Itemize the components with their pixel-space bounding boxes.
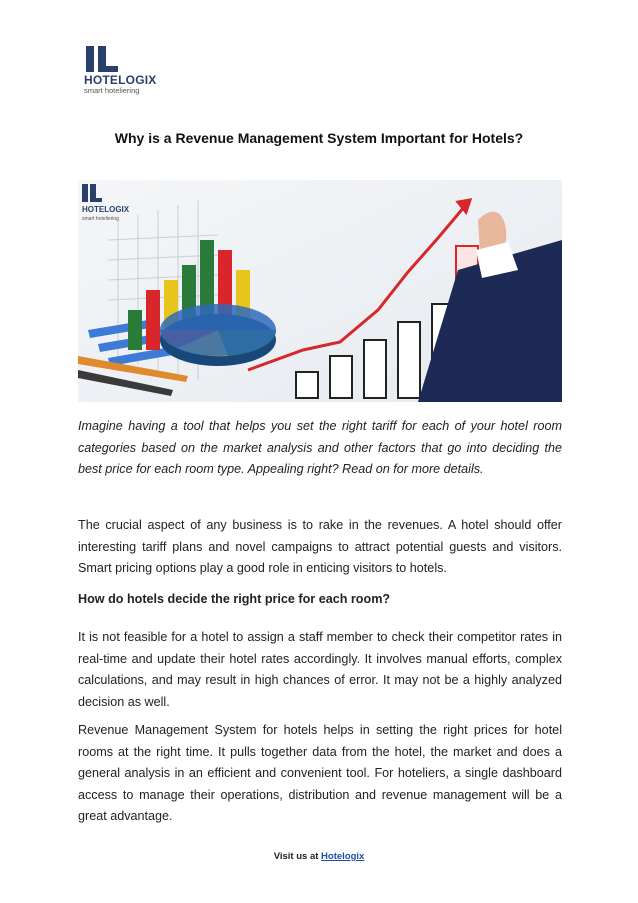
footer-prefix: Visit us at — [273, 851, 322, 862]
body-paragraph-3: Revenue Management System for hotels helps in setting the right prices for hotel rooms at the right time. It pulls together data from the hotel, the market and does a general analysis in an efficient and convenient tool. For hoteliers, a single dashboard access to manage their operations, distribution and revenue management will be a great advantage. — [78, 723, 562, 823]
logo-tagline: smart hoteliering — [84, 86, 140, 95]
logo-brand: HOTELOGIX — [84, 73, 157, 87]
svg-text:smart hoteliering: smart hoteliering — [82, 216, 119, 222]
logo-mark-icon — [84, 44, 124, 74]
page-title: Why is a Revenue Management System Important for Hotels? — [114, 130, 524, 146]
hotelogix-logo — [84, 44, 204, 94]
body-paragraph-2: It is not feasible for a hotel to assign a staff member to check their competitor rates in real-time and update their hotel rates accordingly. It involves manual efforts, complex calculations, and may result in high chances of error. It may not be a highly analyzed decision as well. — [78, 630, 562, 709]
section-heading: How do hotels decide the right price for each room? — [78, 592, 391, 606]
intro-paragraph: Imagine having a tool that helps you set the right tariff for each of your hotel room categories based on the market analysis and other factors that go into deciding the best price for each room type. Appealing right? Read on for more details. — [78, 419, 562, 476]
pie-chart-icon — [160, 304, 276, 366]
hero-illustration — [78, 180, 562, 402]
body-paragraph-1: The crucial aspect of any business is to rake in the revenues. A hotel should offer interesting tariff plans and novel campaigns to attract potential guests and visitors. Smart pricing options play a good role in enticing visitors to hotels. — [78, 518, 562, 575]
svg-text:HOTELOGIX: HOTELOGIX — [82, 205, 130, 214]
hotelogix-link[interactable]: Hotelogix — [321, 851, 365, 862]
footer — [0, 851, 638, 862]
